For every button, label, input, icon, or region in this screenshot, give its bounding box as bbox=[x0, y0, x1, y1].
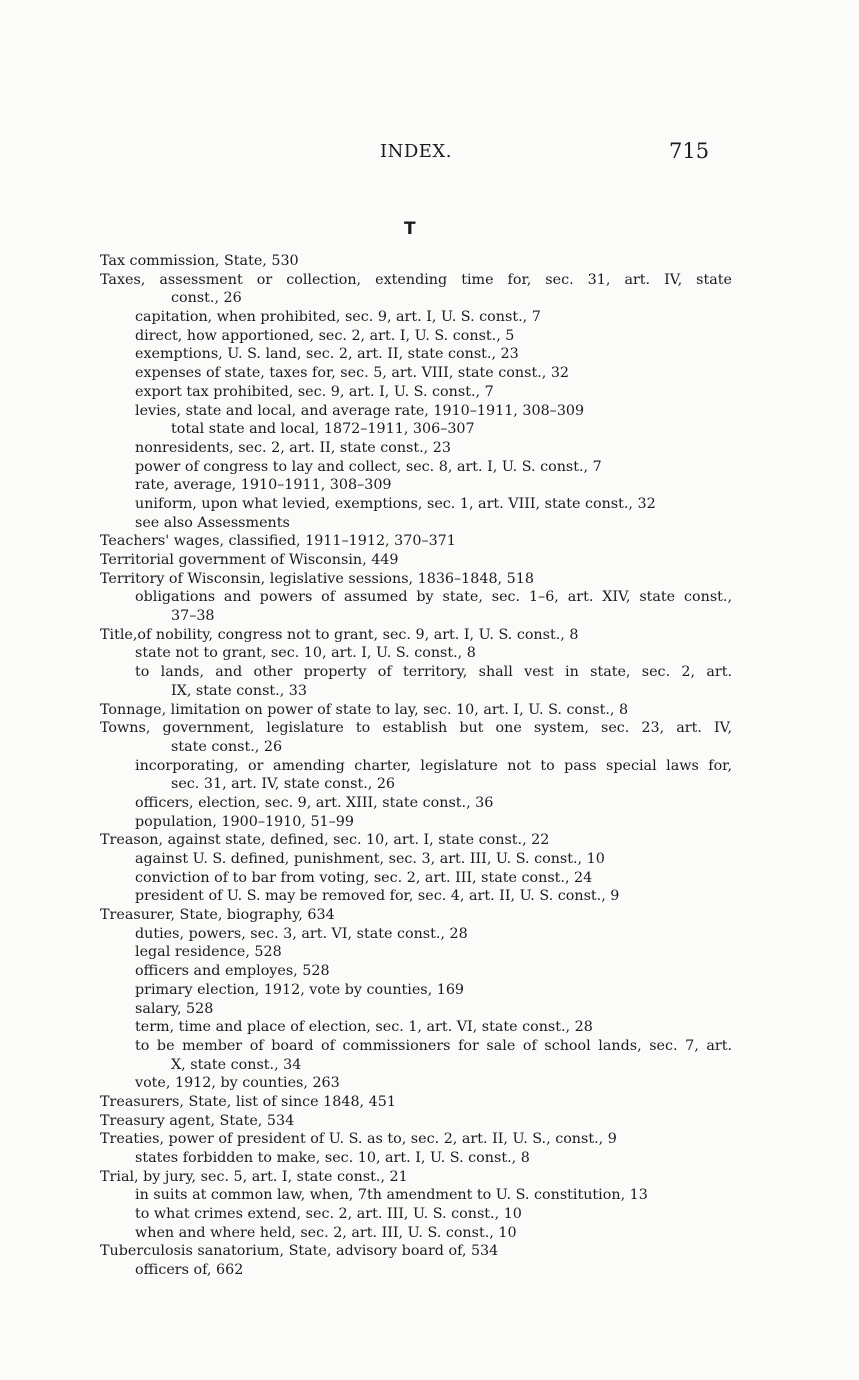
index-entry: Tuberculosis sanatorium, State, advisory board of, 534 bbox=[100, 1243, 499, 1260]
index-subentry: salary, 528 bbox=[135, 1000, 214, 1017]
index-subentry: expenses of state, taxes for, sec. 5, art. VIII, state const., 32 bbox=[135, 365, 570, 382]
index-entry: Towns, government, legislature to establish but one system, sec. 23, art. IV, bbox=[100, 720, 732, 737]
index-entry: Territorial government of Wisconsin, 449 bbox=[100, 552, 399, 568]
index-entry: Territory of Wisconsin, legislative sessions, 1836–1848, 518 bbox=[100, 570, 534, 587]
index-entry: Treasurers, State, list of since 1848, 451 bbox=[100, 1093, 396, 1110]
index-subentry: legal residence, 528 bbox=[135, 944, 282, 961]
index-subentry: to what crimes extend, sec. 2, art. III, U. S. const., 10 bbox=[135, 1206, 522, 1223]
index-entry: Taxes, assessment or collection, extending time for, sec. 31, art. IV, state bbox=[100, 271, 732, 288]
index-entry: Treasury agent, State, 534 bbox=[100, 1112, 295, 1129]
index-subentry: exemptions, U. S. land, sec. 2, art. II, state const., 23 bbox=[135, 346, 519, 363]
index-subentry: levies, state and local, and average rate, 1910–1911, 308–309 bbox=[135, 402, 585, 419]
index-subentry: officers and employes, 528 bbox=[135, 963, 330, 980]
index-subentry: capitation, when prohibited, sec. 9, art. I, U. S. const., 7 bbox=[135, 309, 541, 326]
index-subentry: X, state const., 34 bbox=[171, 1056, 302, 1073]
index-subentry: nonresidents, sec. 2, art. II, state const., 23 bbox=[135, 439, 451, 456]
index-subentry: direct, how apportioned, sec. 2, art. I, U. S. const., 5 bbox=[135, 327, 515, 344]
index-subentry: rate, average, 1910–1911, 308–309 bbox=[135, 477, 392, 494]
index-entry: Treasurer, State, biography, 634 bbox=[100, 907, 335, 924]
index-subentry: incorporating, or amending charter, legislature not to pass special laws for, bbox=[135, 757, 732, 774]
index-entry: Title,of nobility, congress not to grant, sec. 9, art. I, U. S. const., 8 bbox=[100, 626, 579, 643]
index-subentry: duties, powers, sec. 3, art. VI, state const., 28 bbox=[135, 925, 468, 942]
index-subentry: to lands, and other property of territory, shall vest in state, sec. 2, art. bbox=[135, 664, 732, 681]
index-subentry: export tax prohibited, sec. 9, art. I, U. S. const., 7 bbox=[135, 383, 494, 400]
index-subentry: officers, election, sec. 9, art. XIII, state const., 36 bbox=[135, 794, 494, 811]
index-subentry: sec. 31, art. IV, state const., 26 bbox=[171, 776, 396, 793]
page-header bbox=[0, 141, 859, 169]
index-subentry: when and where held, sec. 2, art. III, U. S. const., 10 bbox=[135, 1224, 517, 1241]
index-subentry: population, 1900–1910, 51–99 bbox=[135, 813, 354, 830]
index-subentry: conviction of to bar from voting, sec. 2, art. III, state const., 24 bbox=[135, 869, 593, 886]
index-subentry: president of U. S. may be removed for, sec. 4, art. II, U. S. const., 9 bbox=[135, 888, 620, 905]
index-subentry: against U. S. defined, punishment, sec. 3, art. III, U. S. const., 10 bbox=[135, 851, 605, 867]
index-entry: Treaties, power of president of U. S. as to, sec. 2, art. II, U. S., const., 9 bbox=[100, 1131, 617, 1148]
page-number: 715 bbox=[669, 139, 710, 163]
section-letter: T bbox=[404, 219, 416, 239]
index-subentry: see also Assessments bbox=[135, 514, 290, 531]
index-entry: Tax commission, State, 530 bbox=[100, 253, 299, 269]
index-subentry: state const., 26 bbox=[171, 738, 283, 755]
index-subentry: obligations and powers of assumed by state, sec. 1–6, art. XIV, state const., bbox=[135, 589, 732, 606]
index-subentry: power of congress to lay and collect, sec. 8, art. I, U. S. const., 7 bbox=[135, 458, 602, 475]
index-subentry: term, time and place of election, sec. 1, art. VI, state const., 28 bbox=[135, 1019, 593, 1036]
index-subentry: IX, state const., 33 bbox=[171, 682, 308, 699]
index-subentry: 37–38 bbox=[171, 608, 215, 625]
index-subentry: in suits at common law, when, 7th amendment to U. S. constitution, 13 bbox=[135, 1187, 648, 1204]
index-subentry: primary election, 1912, vote by counties, 169 bbox=[135, 981, 465, 998]
index-subentry: const., 26 bbox=[171, 290, 242, 307]
index-subentry: vote, 1912, by counties, 263 bbox=[135, 1075, 340, 1092]
index-subentry: to be member of board of commissioners for sale of school lands, sec. 7, art. bbox=[135, 1037, 732, 1054]
index-entry: Treason, against state, defined, sec. 10, art. I, state const., 22 bbox=[100, 832, 550, 849]
index-entry: Tonnage, limitation on power of state to lay, sec. 10, art. I, U. S. const., 8 bbox=[100, 701, 629, 718]
index-subentry: uniform, upon what levied, exemptions, sec. 1, art. VIII, state const., 32 bbox=[135, 495, 656, 512]
index-subentry: total state and local, 1872–1911, 306–307 bbox=[171, 421, 475, 438]
index-subentry: states forbidden to make, sec. 10, art. I, U. S. const., 8 bbox=[135, 1150, 530, 1166]
index-list bbox=[100, 252, 732, 1280]
index-entry: Trial, by jury, sec. 5, art. I, state const., 21 bbox=[100, 1168, 408, 1185]
index-subentry: officers of, 662 bbox=[135, 1262, 244, 1279]
running-head: INDEX. bbox=[380, 141, 452, 162]
index-subentry: state not to grant, sec. 10, art. I, U. S. const., 8 bbox=[135, 645, 476, 662]
index-entry: Teachers' wages, classified, 1911–1912, 370–371 bbox=[100, 533, 456, 550]
